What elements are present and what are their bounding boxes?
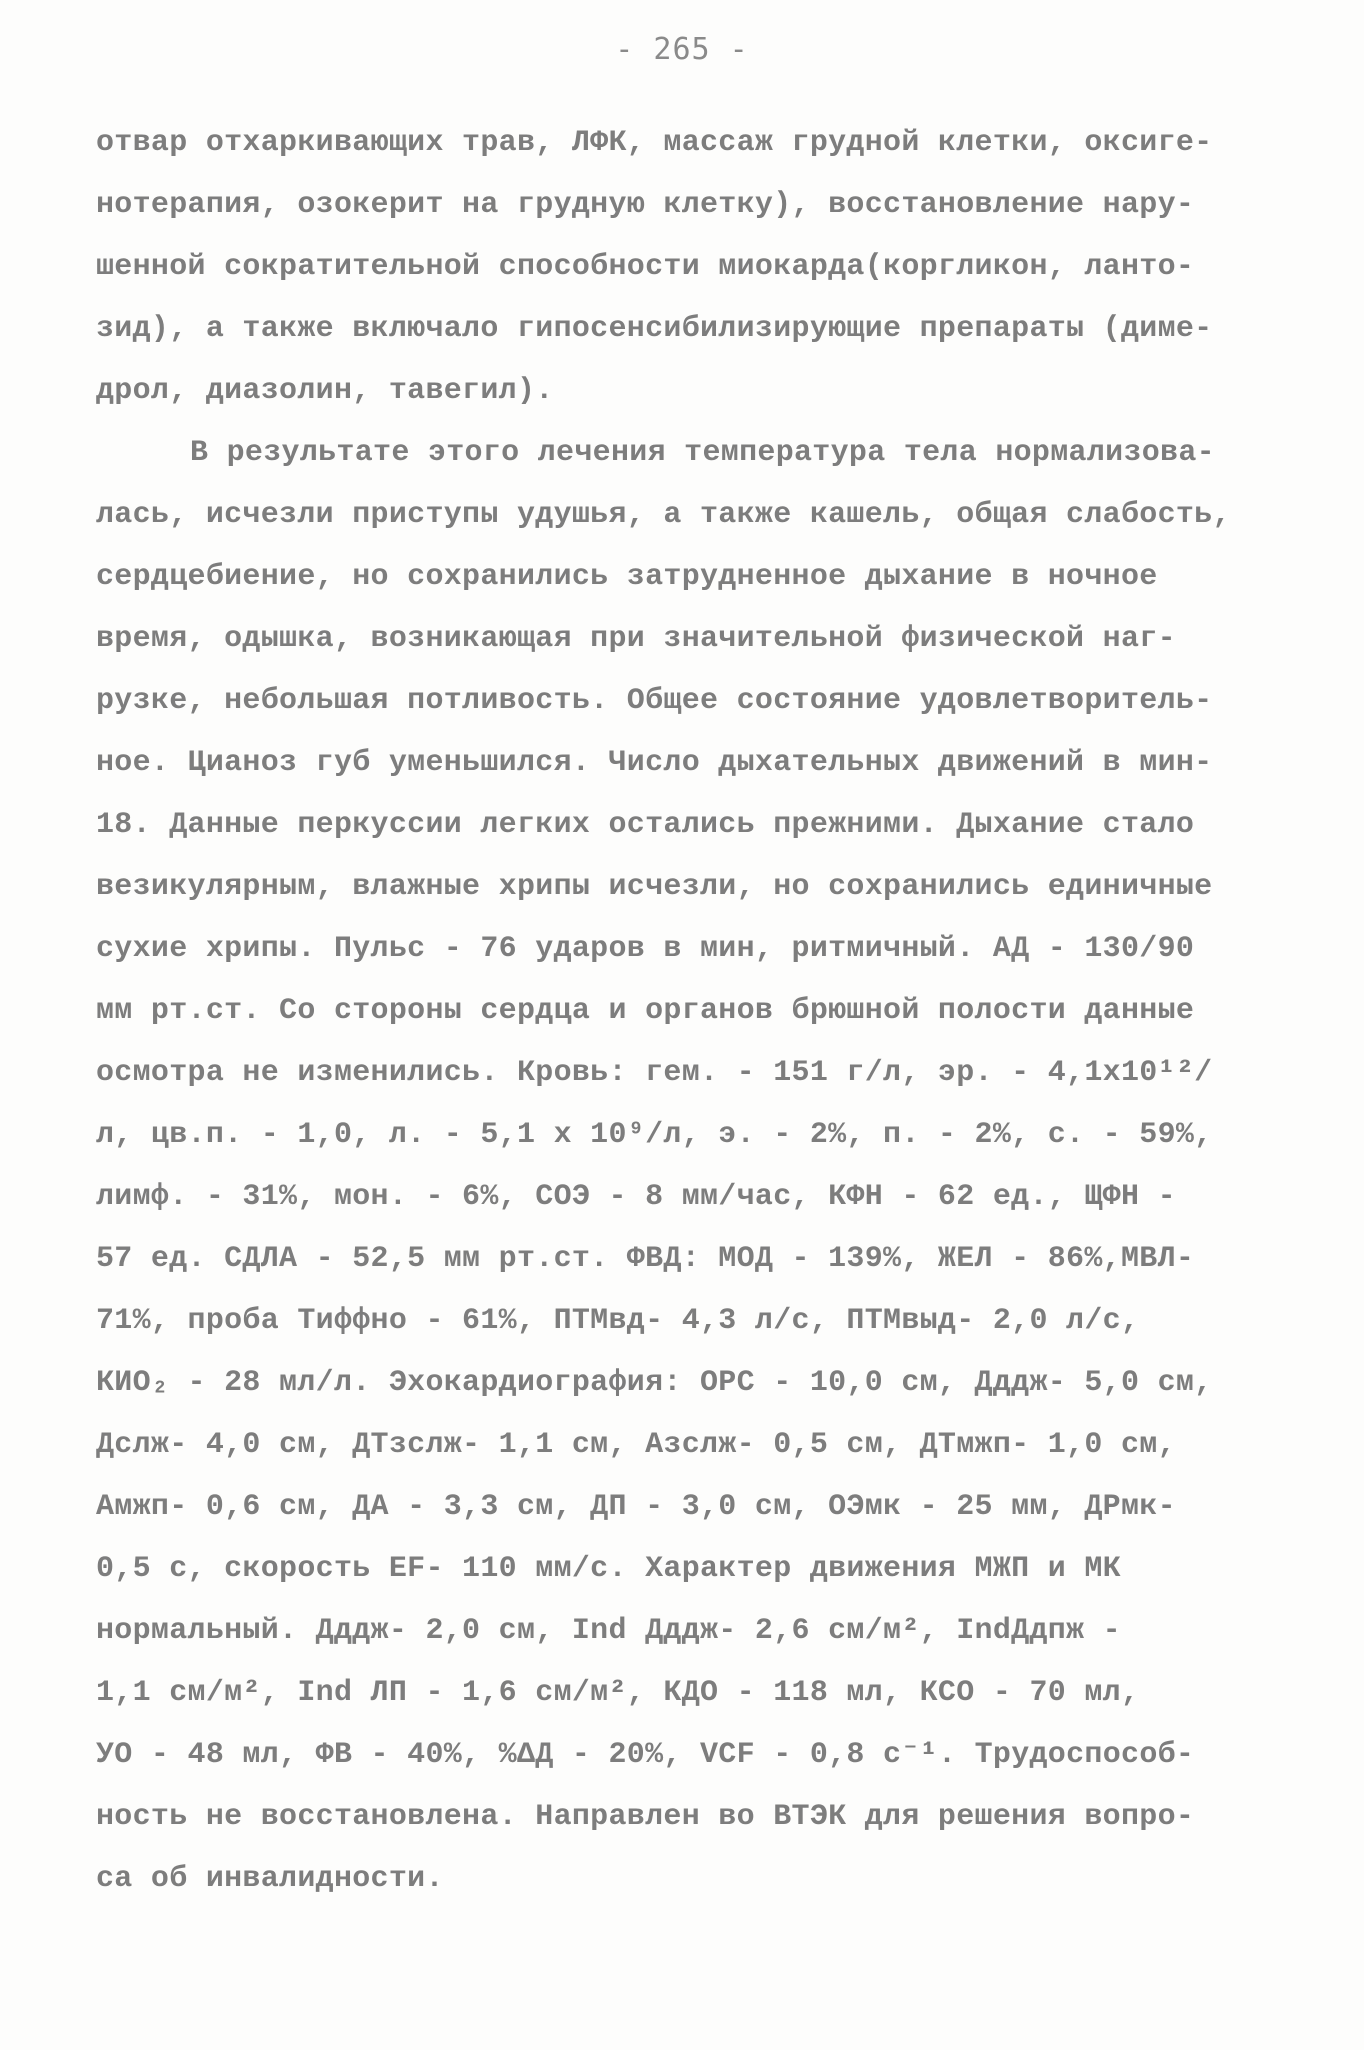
text-line: время, одышка, возникающая при значительной физической наг- xyxy=(96,622,1176,656)
text-line: ное. Цианоз губ уменьшился. Число дыхательных движений в мин- xyxy=(96,746,1213,780)
page-number: - 265 - xyxy=(615,32,749,67)
text-line: КИО₂ - 28 мл/л. Эхокардиография: ОРС - 10,0 см, Дддж- 5,0 см, xyxy=(96,1366,1213,1400)
text-line: лимф. - 31%, мон. - 6%, СОЭ - 8 мм/час, КФН - 62 ед., ЩФН - xyxy=(96,1180,1176,1214)
text-line: сухие хрипы. Пульс - 76 ударов в мин, ритмичный. АД - 130/90 xyxy=(96,932,1195,966)
text-line: ность не восстановлена. Направлен во ВТЭК для решения вопро- xyxy=(96,1800,1195,1834)
text-line: дрол, диазолин, тавегил). xyxy=(96,374,554,408)
text-line: Дслж- 4,0 см, ДТзслж- 1,1 см, Азслж- 0,5 см, ДТмжп- 1,0 см, xyxy=(96,1428,1176,1462)
text-line: мм рт.ст. Со стороны сердца и органов брюшной полости данные xyxy=(96,994,1195,1028)
text-line: везикулярным, влажные хрипы исчезли, но сохранились единичные xyxy=(96,870,1213,904)
text-line: лась, исчезли приступы удушья, а также кашель, общая слабость, xyxy=(96,498,1231,532)
text-line: нормальный. Дддж- 2,0 см, Ind Дддж- 2,6 см/м², IndДдпж - xyxy=(96,1614,1121,1648)
text-line: отвар отхаркивающих трав, ЛФК, массаж грудной клетки, оксиге- xyxy=(96,126,1213,160)
text-line: л, цв.п. - 1,0, л. - 5,1 х 10⁹/л, э. - 2%, п. - 2%, с. - 59%, xyxy=(96,1118,1213,1152)
text-line: зид), а также включало гипосенсибилизирующие препараты (диме- xyxy=(96,312,1213,346)
text-line: Амжп- 0,6 см, ДА - 3,3 см, ДП - 3,0 см, ОЭмк - 25 мм, ДРмк- xyxy=(96,1490,1176,1524)
body-text xyxy=(96,112,1276,1910)
text-line: са об инвалидности. xyxy=(96,1862,444,1896)
text-line: шенной сократительной способности миокарда(коргликон, ланто- xyxy=(96,250,1195,284)
text-line: осмотра не изменились. Кровь: гем. - 151 г/л, эр. - 4,1х10¹²/ xyxy=(96,1056,1213,1090)
text-line: рузке, небольшая потливость. Общее состояние удовлетворитель- xyxy=(96,684,1213,718)
text-line: 18. Данные перкуссии легких остались прежними. Дыхание стало xyxy=(96,808,1195,842)
text-line: 1,1 см/м², Ind ЛП - 1,6 см/м², КДО - 118 мл, КСО - 70 мл, xyxy=(96,1676,1140,1710)
text-line: 71%, проба Тиффно - 61%, ПТМвд- 4,3 л/с, ПТМвыд- 2,0 л/с, xyxy=(96,1304,1140,1338)
paragraph-start-line: В результате этого лечения температура тела нормализова- xyxy=(190,436,1215,470)
text-line: 57 ед. СДЛА - 52,5 мм рт.ст. ФВД: МОД - 139%, ЖЕЛ - 86%,МВЛ- xyxy=(96,1242,1195,1276)
text-line: УО - 48 мл, ФВ - 40%, %ΔД - 20%, VCF - 0,8 с⁻¹. Трудоспособ- xyxy=(96,1738,1195,1772)
text-line: сердцебиение, но сохранились затрудненное дыхание в ночное xyxy=(96,560,1158,594)
text-line: 0,5 с, скорость EF- 110 мм/с. Характер движения МЖП и МК xyxy=(96,1552,1121,1586)
text-line: нотерапия, озокерит на грудную клетку), восстановление нару- xyxy=(96,188,1195,222)
